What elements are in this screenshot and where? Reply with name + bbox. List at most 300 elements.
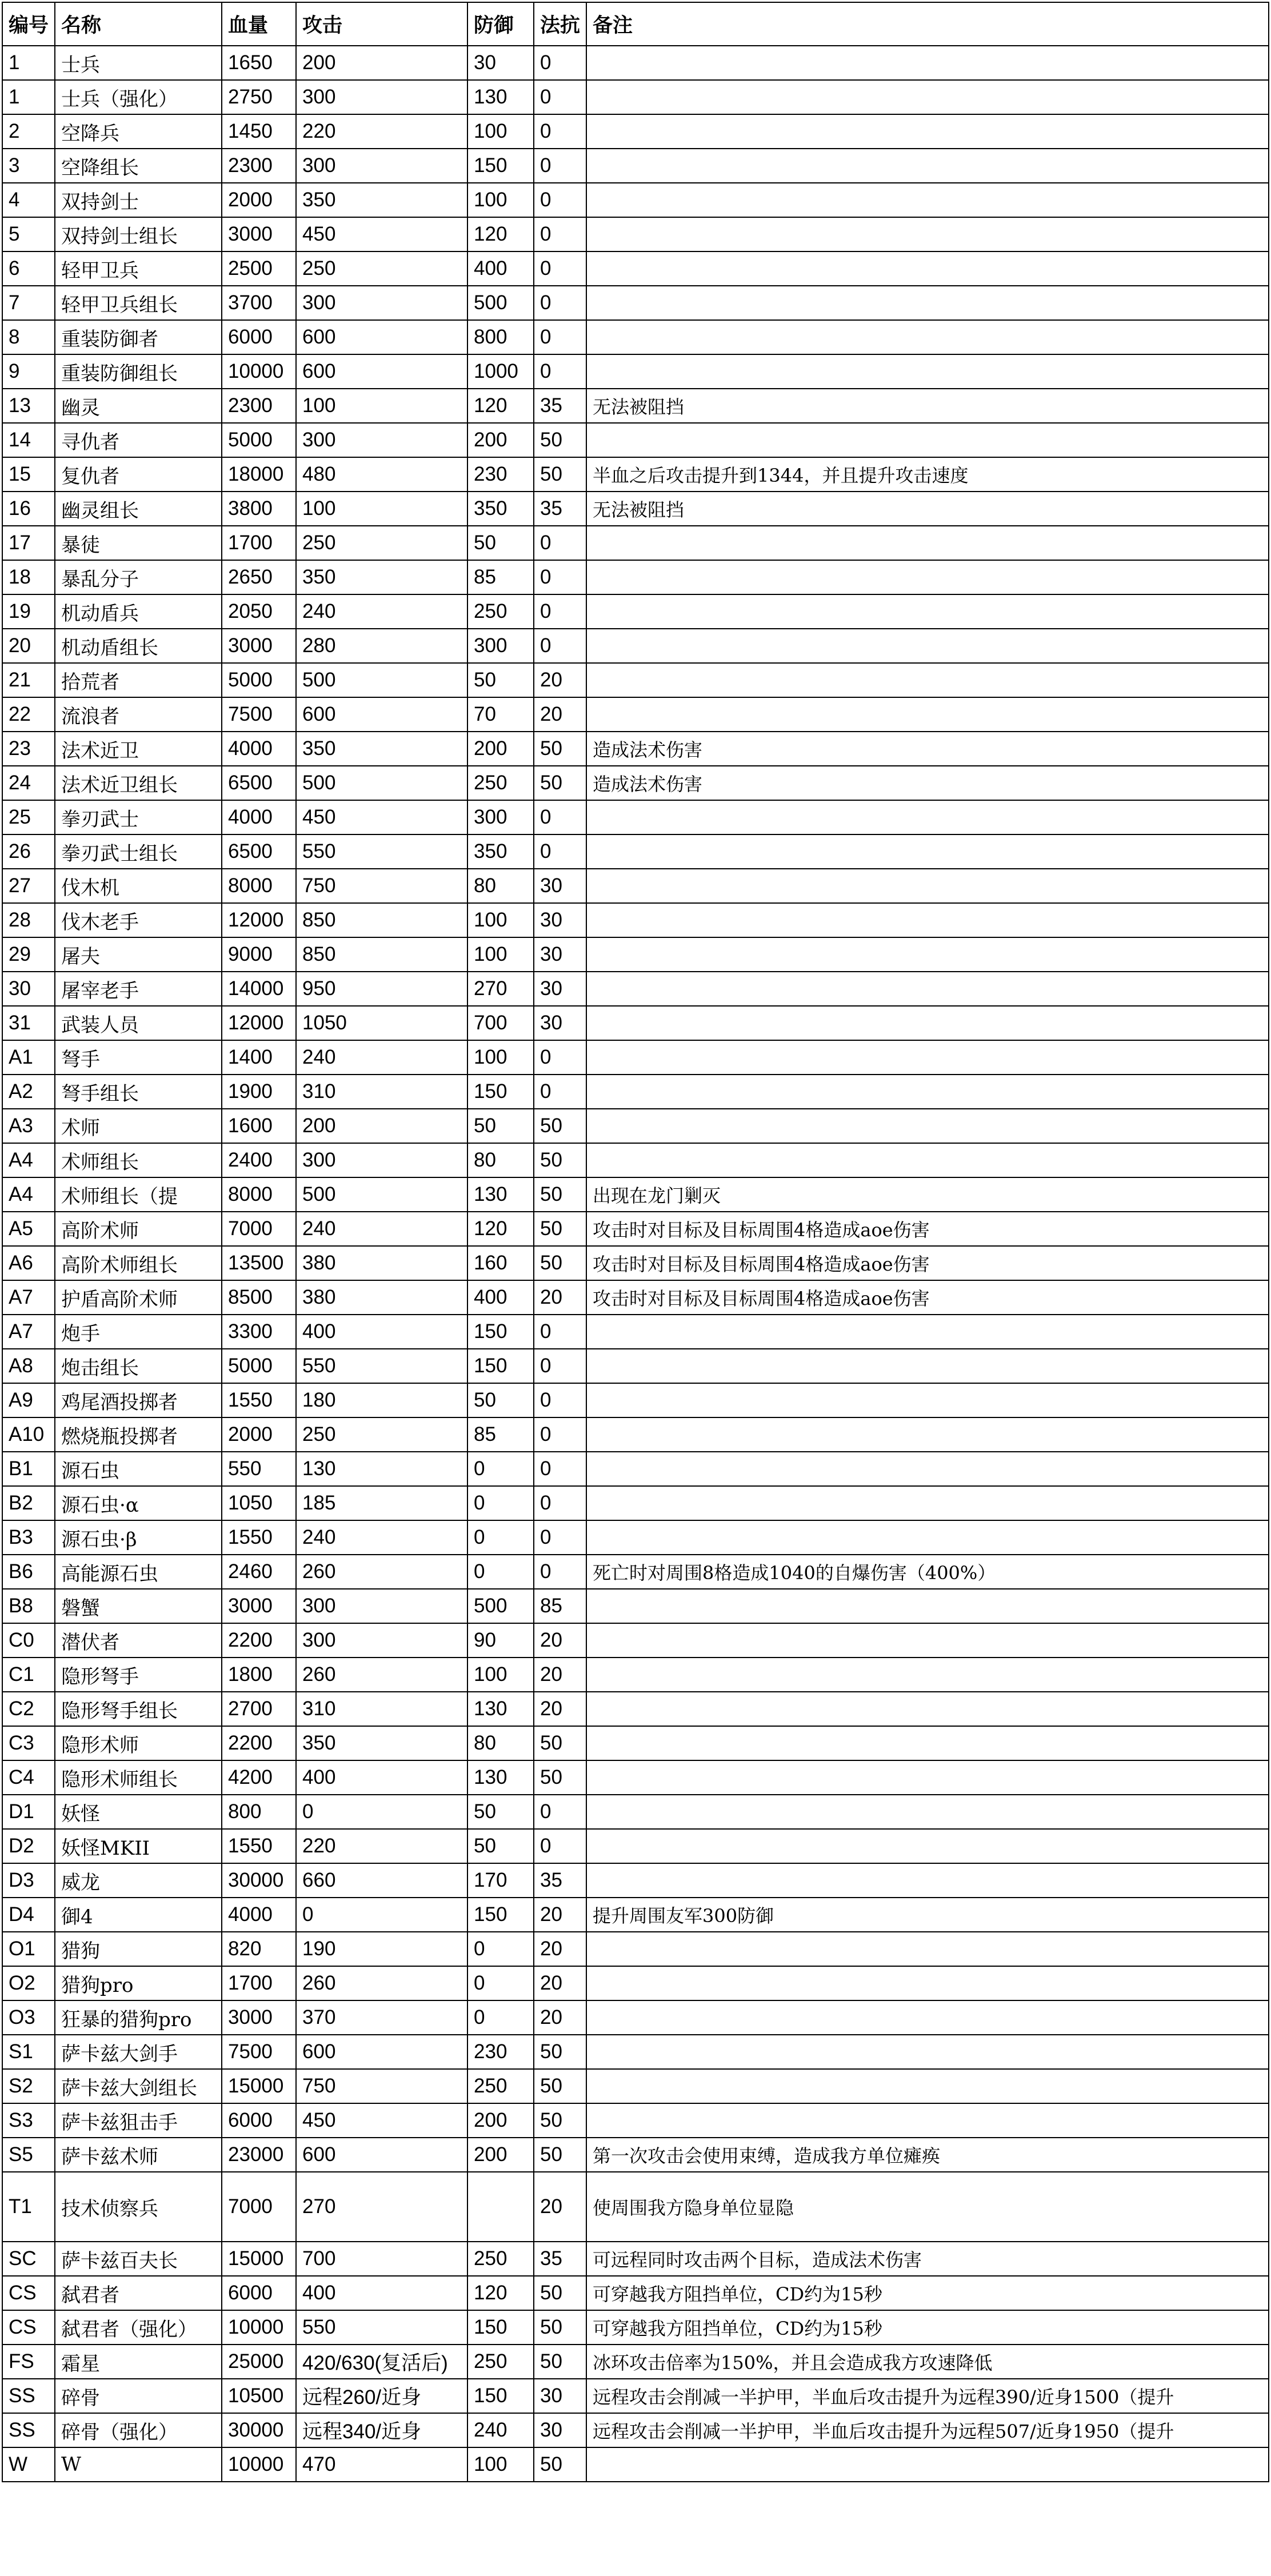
cell-attack: 600 (296, 697, 467, 732)
table-row (2, 1452, 1269, 1486)
table-row (2, 1486, 1269, 1520)
cell-id: FS (2, 2345, 55, 2379)
cell-name: 萨卡兹百夫长 (55, 2242, 222, 2276)
cell-resist: 0 (534, 1075, 586, 1109)
cell-hp: 3000 (222, 2000, 296, 2035)
cell-resist: 0 (534, 1315, 586, 1349)
cell-id: 15 (2, 457, 55, 492)
cell-resist: 20 (534, 663, 586, 697)
cell-name: 源石虫·α (55, 1486, 222, 1520)
table-row (2, 903, 1269, 937)
cell-name: 空降兵 (55, 114, 222, 149)
cell-attack: 260 (296, 1555, 467, 1589)
table-row (2, 526, 1269, 560)
cell-resist: 0 (534, 834, 586, 869)
table-row (2, 320, 1269, 354)
cell-resist: 0 (534, 526, 586, 560)
cell-defense: 300 (467, 629, 534, 663)
table-row (2, 594, 1269, 629)
cell-name: 术师组长（提 (55, 1177, 222, 1212)
cell-name: 屠宰老手 (55, 972, 222, 1006)
cell-name: 高阶术师 (55, 1212, 222, 1246)
cell-defense: 1000 (467, 354, 534, 389)
cell-attack: 550 (296, 2310, 467, 2345)
cell-attack: 350 (296, 732, 467, 766)
cell-name: 狂暴的猎狗pro (55, 2000, 222, 2035)
cell-name: 高能源石虫 (55, 1555, 222, 1589)
cell-hp: 6500 (222, 834, 296, 869)
table-row (2, 1623, 1269, 1658)
cell-name: 猎狗pro (55, 1966, 222, 2000)
cell-notes (586, 423, 1269, 457)
cell-name: 萨卡兹大剑组长 (55, 2069, 222, 2103)
cell-notes (586, 2103, 1269, 2138)
cell-attack: 240 (296, 1520, 467, 1555)
cell-hp: 3000 (222, 629, 296, 663)
table-row (2, 560, 1269, 594)
cell-resist: 0 (534, 354, 586, 389)
cell-attack: 660 (296, 1863, 467, 1898)
cell-id: 8 (2, 320, 55, 354)
cell-notes (586, 800, 1269, 834)
cell-name: 流浪者 (55, 697, 222, 732)
cell-id: 1 (2, 46, 55, 80)
table-row (2, 2310, 1269, 2345)
cell-id: A10 (2, 1417, 55, 1452)
cell-name: 弩手 (55, 1040, 222, 1075)
cell-resist: 0 (534, 1829, 586, 1863)
cell-name: 萨卡兹狙击手 (55, 2103, 222, 2138)
table-row (2, 2242, 1269, 2276)
cell-name: 萨卡兹大剑手 (55, 2035, 222, 2069)
cell-hp: 1700 (222, 1966, 296, 2000)
cell-notes (586, 937, 1269, 972)
cell-defense: 90 (467, 1623, 534, 1658)
cell-attack: 400 (296, 1315, 467, 1349)
cell-notes: 可远程同时攻击两个目标，造成法术伤害 (586, 2242, 1269, 2276)
cell-resist: 35 (534, 389, 586, 423)
cell-name: 萨卡兹术师 (55, 2138, 222, 2172)
cell-defense: 150 (467, 1898, 534, 1932)
cell-notes (586, 149, 1269, 183)
table-row (2, 1109, 1269, 1143)
cell-notes (586, 1486, 1269, 1520)
header-defense: 防御 (467, 2, 534, 46)
cell-hp: 6000 (222, 2276, 296, 2310)
cell-attack: 310 (296, 1692, 467, 1726)
cell-attack: 750 (296, 2069, 467, 2103)
cell-id: O1 (2, 1932, 55, 1966)
cell-resist: 0 (534, 594, 586, 629)
cell-id: 3 (2, 149, 55, 183)
cell-id: C2 (2, 1692, 55, 1726)
cell-attack: 250 (296, 1417, 467, 1452)
cell-notes (586, 629, 1269, 663)
cell-attack: 600 (296, 354, 467, 389)
cell-id: 30 (2, 972, 55, 1006)
cell-notes: 远程攻击会削减一半护甲，半血后攻击提升为远程390/近身1500（提升 (586, 2379, 1269, 2413)
table-row (2, 1726, 1269, 1760)
cell-notes (586, 972, 1269, 1006)
cell-defense: 270 (467, 972, 534, 1006)
cell-name: 武装人员 (55, 1006, 222, 1040)
table-row (2, 2413, 1269, 2447)
cell-notes (586, 1349, 1269, 1383)
cell-attack: 350 (296, 560, 467, 594)
cell-id: 31 (2, 1006, 55, 1040)
cell-defense: 230 (467, 2035, 534, 2069)
table-row (2, 697, 1269, 732)
cell-hp: 3300 (222, 1315, 296, 1349)
cell-id: T1 (2, 2172, 55, 2242)
cell-name: 寻仇者 (55, 423, 222, 457)
cell-defense: 240 (467, 2413, 534, 2447)
cell-hp: 2000 (222, 183, 296, 217)
cell-notes: 冰环攻击倍率为150%，并且会造成我方攻速降低 (586, 2345, 1269, 2379)
table-row (2, 1589, 1269, 1623)
cell-resist: 30 (534, 937, 586, 972)
table-row (2, 217, 1269, 251)
cell-name: 技术侦察兵 (55, 2172, 222, 2242)
cell-id: W (2, 2447, 55, 2482)
cell-id: A4 (2, 1177, 55, 1212)
cell-notes (586, 1863, 1269, 1898)
cell-defense: 0 (467, 1932, 534, 1966)
table-row (2, 1075, 1269, 1109)
cell-defense: 800 (467, 320, 534, 354)
cell-notes: 可穿越我方阻挡单位，CD约为15秒 (586, 2276, 1269, 2310)
cell-resist: 50 (534, 2345, 586, 2379)
cell-name: 隐形弩手组长 (55, 1692, 222, 1726)
header-id: 编号 (2, 2, 55, 46)
cell-hp: 2300 (222, 149, 296, 183)
cell-hp: 12000 (222, 903, 296, 937)
cell-notes (586, 526, 1269, 560)
cell-hp: 10000 (222, 2447, 296, 2482)
cell-resist: 50 (534, 423, 586, 457)
cell-defense (467, 2172, 534, 2242)
table-row (2, 1932, 1269, 1966)
cell-resist: 50 (534, 1212, 586, 1246)
table-row (2, 1143, 1269, 1177)
cell-name: 士兵 (55, 46, 222, 80)
cell-name: 双持剑士 (55, 183, 222, 217)
cell-resist: 20 (534, 1280, 586, 1315)
cell-notes (586, 1932, 1269, 1966)
cell-id: 5 (2, 217, 55, 251)
cell-id: 1 (2, 80, 55, 114)
cell-defense: 700 (467, 1006, 534, 1040)
cell-id: 21 (2, 663, 55, 697)
cell-name: 弩手组长 (55, 1075, 222, 1109)
cell-name: 妖怪MKII (55, 1829, 222, 1863)
cell-defense: 500 (467, 286, 534, 320)
cell-defense: 50 (467, 663, 534, 697)
table-row (2, 800, 1269, 834)
cell-resist: 0 (534, 286, 586, 320)
cell-defense: 0 (467, 1966, 534, 2000)
cell-attack: 190 (296, 1932, 467, 1966)
cell-hp: 1900 (222, 1075, 296, 1109)
cell-hp: 4000 (222, 800, 296, 834)
cell-id: S2 (2, 2069, 55, 2103)
table-row (2, 1658, 1269, 1692)
table-row (2, 972, 1269, 1006)
cell-resist: 50 (534, 2276, 586, 2310)
cell-name: 猎狗 (55, 1932, 222, 1966)
cell-name: 拳刃武士 (55, 800, 222, 834)
cell-hp: 10500 (222, 2379, 296, 2413)
cell-id: 9 (2, 354, 55, 389)
cell-hp: 15000 (222, 2069, 296, 2103)
cell-resist: 30 (534, 869, 586, 903)
cell-hp: 2200 (222, 1726, 296, 1760)
table-row (2, 183, 1269, 217)
table-row (2, 2035, 1269, 2069)
table-row (2, 2172, 1269, 2242)
cell-resist: 50 (534, 1760, 586, 1795)
table-row (2, 869, 1269, 903)
cell-attack: 260 (296, 1658, 467, 1692)
cell-name: 伐木机 (55, 869, 222, 903)
cell-attack: 130 (296, 1452, 467, 1486)
cell-defense: 250 (467, 2242, 534, 2276)
cell-notes (586, 1692, 1269, 1726)
cell-resist: 20 (534, 1658, 586, 1692)
cell-hp: 1550 (222, 1520, 296, 1555)
table-row (2, 1555, 1269, 1589)
cell-attack: 450 (296, 800, 467, 834)
cell-attack: 500 (296, 663, 467, 697)
cell-hp: 1650 (222, 46, 296, 80)
cell-defense: 80 (467, 1143, 534, 1177)
cell-hp: 3800 (222, 492, 296, 526)
cell-notes (586, 1760, 1269, 1795)
cell-resist: 0 (534, 320, 586, 354)
cell-attack: 240 (296, 1212, 467, 1246)
cell-notes (586, 834, 1269, 869)
cell-attack: 450 (296, 2103, 467, 2138)
table-row (2, 1863, 1269, 1898)
cell-resist: 50 (534, 2447, 586, 2482)
cell-hp: 4000 (222, 1898, 296, 1932)
cell-name: 鸡尾酒投掷者 (55, 1383, 222, 1417)
table-row (2, 2447, 1269, 2482)
table-row (2, 80, 1269, 114)
cell-resist: 0 (534, 183, 586, 217)
cell-hp: 5000 (222, 1349, 296, 1383)
cell-notes (586, 354, 1269, 389)
cell-defense: 70 (467, 697, 534, 732)
cell-resist: 20 (534, 1898, 586, 1932)
cell-hp: 4200 (222, 1760, 296, 1795)
cell-id: B1 (2, 1452, 55, 1486)
cell-defense: 160 (467, 1246, 534, 1280)
cell-id: 16 (2, 492, 55, 526)
cell-id: A8 (2, 1349, 55, 1383)
cell-attack: 0 (296, 1898, 467, 1932)
cell-resist: 85 (534, 1589, 586, 1623)
table-row (2, 2103, 1269, 2138)
cell-attack: 350 (296, 1726, 467, 1760)
cell-resist: 0 (534, 1349, 586, 1383)
table-row (2, 149, 1269, 183)
cell-resist: 50 (534, 1109, 586, 1143)
cell-hp: 1550 (222, 1829, 296, 1863)
cell-resist: 20 (534, 1623, 586, 1658)
cell-defense: 500 (467, 1589, 534, 1623)
cell-attack: 远程260/近身 (296, 2379, 467, 2413)
cell-resist: 0 (534, 800, 586, 834)
cell-attack: 950 (296, 972, 467, 1006)
cell-notes (586, 594, 1269, 629)
cell-name: 法术近卫组长 (55, 766, 222, 800)
cell-hp: 3700 (222, 286, 296, 320)
cell-attack: 380 (296, 1246, 467, 1280)
cell-attack: 850 (296, 903, 467, 937)
cell-name: 拾荒者 (55, 663, 222, 697)
cell-attack: 370 (296, 2000, 467, 2035)
table-row (2, 389, 1269, 423)
cell-hp: 2200 (222, 1623, 296, 1658)
cell-hp: 2300 (222, 389, 296, 423)
cell-hp: 7500 (222, 697, 296, 732)
header-name: 名称 (55, 2, 222, 46)
cell-name: 妖怪 (55, 1795, 222, 1829)
cell-attack: 300 (296, 80, 467, 114)
cell-hp: 1700 (222, 526, 296, 560)
cell-id: A3 (2, 1109, 55, 1143)
table-row (2, 1417, 1269, 1452)
cell-hp: 2700 (222, 1692, 296, 1726)
cell-id: O2 (2, 1966, 55, 2000)
cell-attack: 220 (296, 1829, 467, 1863)
cell-notes (586, 903, 1269, 937)
cell-attack: 420/630(复活后) (296, 2345, 467, 2379)
cell-defense: 120 (467, 1212, 534, 1246)
cell-name: 幽灵 (55, 389, 222, 423)
cell-notes (586, 320, 1269, 354)
cell-notes: 提升周围友军300防御 (586, 1898, 1269, 1932)
cell-defense: 50 (467, 1383, 534, 1417)
cell-defense: 150 (467, 2310, 534, 2345)
cell-notes (586, 697, 1269, 732)
table-row (2, 1383, 1269, 1417)
cell-resist: 20 (534, 1966, 586, 2000)
table-row (2, 1280, 1269, 1315)
cell-id: 27 (2, 869, 55, 903)
cell-attack: 250 (296, 251, 467, 286)
cell-id: CS (2, 2310, 55, 2345)
cell-hp: 18000 (222, 457, 296, 492)
cell-hp: 25000 (222, 2345, 296, 2379)
cell-name: 法术近卫 (55, 732, 222, 766)
cell-attack: 300 (296, 423, 467, 457)
cell-defense: 130 (467, 1177, 534, 1212)
table-row (2, 1040, 1269, 1075)
cell-resist: 20 (534, 697, 586, 732)
cell-id: 28 (2, 903, 55, 937)
cell-resist: 0 (534, 1452, 586, 1486)
cell-resist: 50 (534, 457, 586, 492)
table-row (2, 663, 1269, 697)
cell-name: 屠夫 (55, 937, 222, 972)
cell-defense: 200 (467, 732, 534, 766)
cell-attack: 200 (296, 1109, 467, 1143)
cell-notes (586, 286, 1269, 320)
cell-id: B2 (2, 1486, 55, 1520)
cell-defense: 400 (467, 1280, 534, 1315)
cell-attack: 180 (296, 1383, 467, 1417)
table-row (2, 2345, 1269, 2379)
cell-defense: 0 (467, 1486, 534, 1520)
cell-notes: 造成法术伤害 (586, 766, 1269, 800)
cell-resist: 30 (534, 2379, 586, 2413)
cell-attack: 550 (296, 1349, 467, 1383)
cell-name: 重装防御组长 (55, 354, 222, 389)
cell-defense: 170 (467, 1863, 534, 1898)
cell-notes (586, 1040, 1269, 1075)
table-row (2, 1212, 1269, 1246)
cell-hp: 1600 (222, 1109, 296, 1143)
cell-name: 暴乱分子 (55, 560, 222, 594)
cell-id: 18 (2, 560, 55, 594)
cell-hp: 6000 (222, 2103, 296, 2138)
cell-defense: 150 (467, 1315, 534, 1349)
cell-name: 碎骨 (55, 2379, 222, 2413)
cell-resist: 0 (534, 1383, 586, 1417)
header-row (2, 2, 1269, 46)
cell-defense: 0 (467, 1452, 534, 1486)
cell-hp: 5000 (222, 663, 296, 697)
cell-name: 重装防御者 (55, 320, 222, 354)
cell-hp: 1400 (222, 1040, 296, 1075)
cell-hp: 2500 (222, 251, 296, 286)
cell-defense: 150 (467, 1349, 534, 1383)
cell-resist: 50 (534, 2138, 586, 2172)
cell-defense: 200 (467, 2103, 534, 2138)
cell-defense: 100 (467, 2447, 534, 2482)
cell-hp: 7500 (222, 2035, 296, 2069)
enemy-stats-table (2, 2, 1269, 2482)
cell-id: C0 (2, 1623, 55, 1658)
cell-resist: 50 (534, 732, 586, 766)
cell-attack: 600 (296, 2138, 467, 2172)
cell-notes (586, 1075, 1269, 1109)
cell-notes (586, 80, 1269, 114)
cell-resist: 50 (534, 2035, 586, 2069)
cell-defense: 50 (467, 1109, 534, 1143)
cell-name: W (55, 2447, 222, 2482)
cell-resist: 0 (534, 629, 586, 663)
cell-hp: 23000 (222, 2138, 296, 2172)
cell-attack: 450 (296, 217, 467, 251)
table-row (2, 1966, 1269, 2000)
cell-resist: 50 (534, 1246, 586, 1280)
cell-name: 机动盾兵 (55, 594, 222, 629)
cell-hp: 1450 (222, 114, 296, 149)
cell-attack: 600 (296, 2035, 467, 2069)
cell-name: 潜伏者 (55, 1623, 222, 1658)
cell-attack: 远程340/近身 (296, 2413, 467, 2447)
cell-hp: 13500 (222, 1246, 296, 1280)
table-row (2, 629, 1269, 663)
cell-hp: 8500 (222, 1280, 296, 1315)
cell-id: 19 (2, 594, 55, 629)
cell-id: B6 (2, 1555, 55, 1589)
cell-name: 高阶术师组长 (55, 1246, 222, 1280)
table-row (2, 2379, 1269, 2413)
